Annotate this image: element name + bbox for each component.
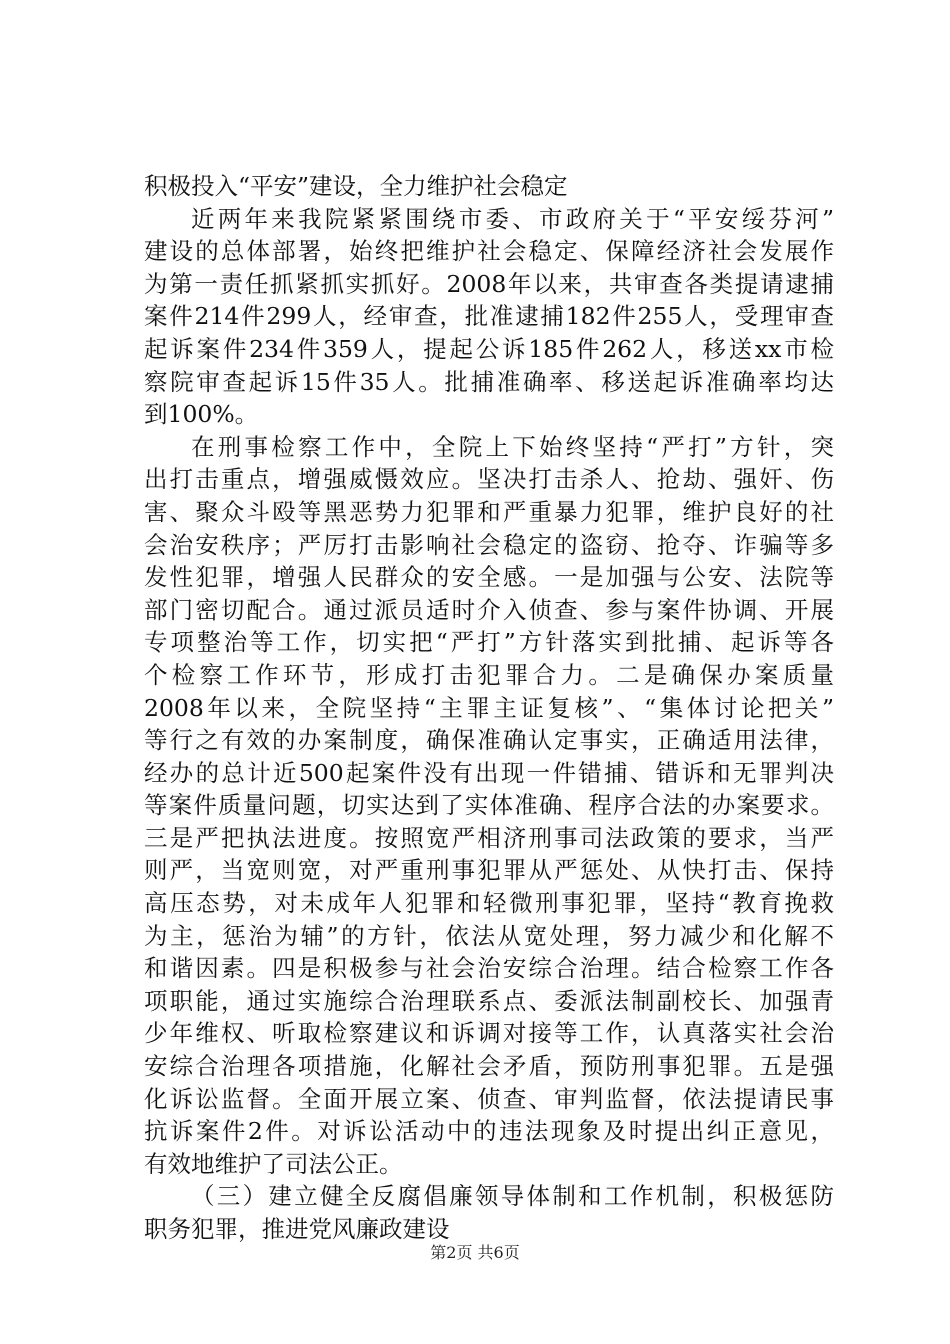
paragraph-line: 会治安秩序；严厉打击影响社会稳定的盗窃、抢夺、诈骗等多 [144, 530, 834, 559]
paragraph-line: 发性犯罪，增强人民群众的安全感。一是加强与公安、法院等 [144, 563, 834, 592]
paragraph-line: 和谐因素。四是积极参与社会治安综合治理。结合检察工作各 [144, 954, 834, 983]
paragraph-line: 等行之有效的办案制度，确保准确认定事实，正确适用法律， [144, 726, 834, 755]
paragraph-line: 在刑事检察工作中，全院上下始终坚持“严打”方针，突 [191, 432, 834, 461]
subsection-heading-line: （三）建立健全反腐倡廉领导体制和工作机制，积极惩防 [191, 1182, 834, 1211]
paragraph-line: 安综合治理各项措施，化解社会矛盾，预防刑事犯罪。五是强 [144, 1052, 834, 1081]
paragraph-line: 出打击重点，增强威慑效应。坚决打击杀人、抢劫、强奸、伤 [144, 465, 834, 494]
paragraph-line: 近两年来我院紧紧围绕市委、市政府关于“平安绥芬河” [191, 204, 834, 233]
paragraph-line: 抗诉案件2件。对诉讼活动中的违法现象及时提出纠正意见， [144, 1117, 834, 1146]
paragraph-line: 项职能，通过实施综合治理联系点、委派法制副校长、加强青 [144, 986, 834, 1015]
paragraph-line: 高压态势，对未成年人犯罪和轻微刑事犯罪，坚持“教育挽救 [144, 889, 834, 918]
paragraph-line: 为主，惩治为辅”的方针，依法从宽处理，努力减少和化解不 [144, 921, 834, 950]
paragraph-line: 化诉讼监督。全面开展立案、侦查、审判监督，依法提请民事 [144, 1084, 834, 1113]
paragraph-line: 有效地维护了司法公正。 [144, 1149, 403, 1178]
paragraph-line: 害、聚众斗殴等黑恶势力犯罪和严重暴力犯罪，维护良好的社 [144, 497, 834, 526]
paragraph-line: 三是严把执法进度。按照宽严相济刑事司法政策的要求，当严 [144, 823, 834, 852]
paragraph-line: 少年维权、听取检察建议和诉调对接等工作，认真落实社会治 [144, 1019, 834, 1048]
paragraph-line: 察院审查起诉15件35人。批捕准确率、移送起诉准确率均达 [144, 367, 834, 396]
paragraph-line: 为第一责任抓紧抓实抓好。2008年以来，共审查各类提请逮捕 [144, 269, 834, 298]
paragraph-line: 2008年以来，全院坚持“主罪主证复核”、“集体讨论把关” [144, 693, 834, 722]
paragraph-line: 到100%。 [144, 400, 259, 429]
paragraph-line: 等案件质量问题，切实达到了实体准确、程序合法的办案要求。 [144, 791, 834, 820]
paragraph-line: 起诉案件234件359人，提起公诉185件262人，移送xx市检 [144, 334, 834, 363]
document-body [144, 170, 834, 1246]
paragraph-line: 建设的总体部署，始终把维护社会稳定、保障经济社会发展作 [144, 237, 834, 266]
paragraph-line: 案件214件299人，经审查，批准逮捕182件255人，受理审查 [144, 302, 834, 331]
section-heading: 积极投入“平安”建设，全力维护社会稳定 [144, 172, 568, 200]
subsection-heading-line: 职务犯罪，推进党风廉政建设 [144, 1215, 450, 1243]
paragraph-line: 个检察工作环节，形成打击犯罪合力。二是确保办案质量 [144, 660, 834, 689]
paragraph-line: 部门密切配合。通过派员适时介入侦查、参与案件协调、开展 [144, 595, 834, 624]
paragraph-line: 经办的总计近500起案件没有出现一件错捕、错诉和无罪判决 [144, 758, 834, 787]
paragraph-line: 专项整治等工作，切实把“严打”方针落实到批捕、起诉等各 [144, 628, 834, 657]
page-number-footer: 第2页 共6页 [430, 1243, 520, 1262]
paragraph-line: 则严，当宽则宽，对严重刑事犯罪从严惩处、从快打击、保持 [144, 856, 834, 885]
